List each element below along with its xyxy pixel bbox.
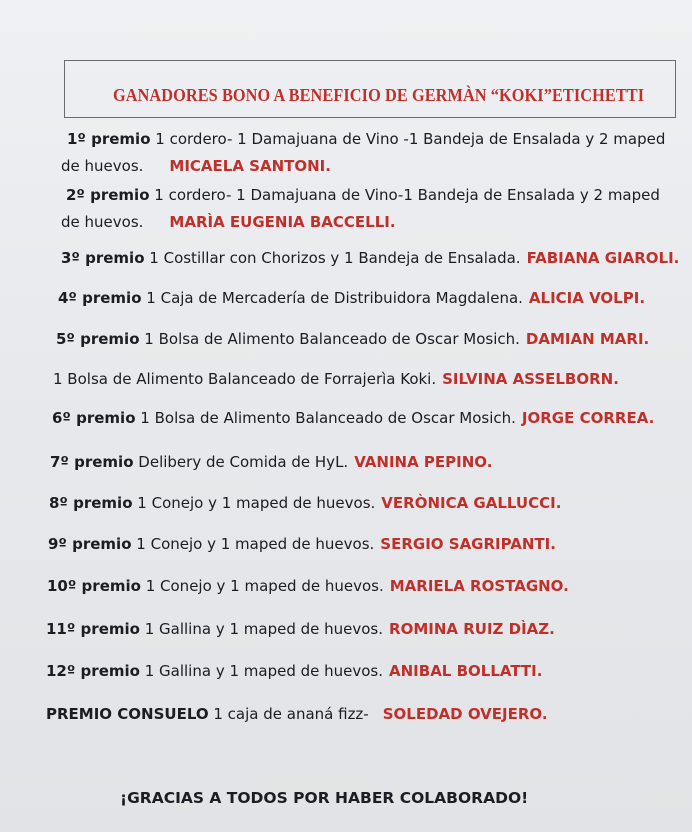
prize-winner: FABIANA GIAROLI. bbox=[526, 249, 680, 267]
prize-description: 1 Caja de Mercadería de Distribuidora Magdalena. bbox=[141, 289, 523, 307]
prize-description: 1 Conejo y 1 maped de huevos. bbox=[140, 577, 384, 595]
prize-description: 1 Conejo y 1 maped de huevos. bbox=[132, 494, 376, 512]
prize-entry-3 bbox=[61, 245, 679, 272]
prize-winner: MICAELA SANTONI. bbox=[169, 157, 331, 175]
prize-description: 1 Bolsa de Alimento Balanceado de Oscar Mosich. bbox=[135, 409, 516, 427]
prize-winner: SERGIO SAGRIPANTI. bbox=[380, 535, 556, 553]
prize-label: 5º premio bbox=[56, 330, 140, 348]
prize-winner: ANIBAL BOLLATTI. bbox=[389, 662, 543, 680]
prize-label: 7º premio bbox=[50, 453, 134, 471]
prize-winner: ALICIA VOLPI. bbox=[528, 289, 646, 307]
prize-description: 1 cordero- 1 Damajuana de Vino-1 Bandeja de Ensalada y 2 maped bbox=[149, 186, 660, 204]
prize-entry-1 bbox=[61, 126, 666, 180]
prize-label: 3º premio bbox=[61, 249, 145, 267]
prize-description: 1 Costillar con Chorizos y 1 Bandeja de Ensalada. bbox=[144, 249, 521, 267]
prize-description: 1 Gallina y 1 maped de huevos. bbox=[139, 662, 384, 680]
prize-winner: SOLEDAD OVEJERO. bbox=[382, 705, 548, 723]
prize-label: 10º premio bbox=[47, 577, 141, 595]
prize-description: 1 caja de ananá fizz- bbox=[208, 705, 369, 723]
prize-winner: MARIELA ROSTAGNO. bbox=[389, 577, 569, 595]
prize-description: 1 Conejo y 1 maped de huevos. bbox=[131, 535, 375, 553]
prize-description: 1 cordero- 1 Damajuana de Vino -1 Bandeja de Ensalada y 2 maped bbox=[150, 130, 666, 148]
prize-description: 1 Bolsa de Alimento Balanceado de Oscar Mosich. bbox=[139, 330, 520, 348]
prize-entry-5b bbox=[53, 366, 619, 393]
prize-label: 4º premio bbox=[58, 289, 142, 307]
prize-entry-consuelo bbox=[46, 701, 548, 728]
prize-label: 12º premio bbox=[46, 662, 140, 680]
prize-label: 11º premio bbox=[46, 620, 140, 638]
prize-entry-9 bbox=[48, 531, 556, 558]
prize-label: 9º premio bbox=[48, 535, 132, 553]
prize-description-cont: de huevos. bbox=[61, 213, 144, 231]
prize-label: 2º premio bbox=[66, 186, 150, 204]
prize-label: 8º premio bbox=[49, 494, 133, 512]
prize-description: 1 Gallina y 1 maped de huevos. bbox=[139, 620, 384, 638]
prize-entry-12 bbox=[46, 658, 542, 685]
prize-winner: MARÌA EUGENIA BACCELLI. bbox=[169, 213, 396, 231]
page-title: GANADORES BONO A BENEFICIO DE GERMÀN “KOKI”ETICHETTI bbox=[113, 84, 645, 105]
prize-entry-6 bbox=[52, 405, 654, 432]
prize-entry-4 bbox=[58, 285, 645, 312]
prize-entry-8 bbox=[49, 490, 561, 517]
prize-entry-5 bbox=[56, 326, 649, 353]
prize-entry-7 bbox=[50, 449, 492, 476]
prize-description: 1 Bolsa de Alimento Balanceado de Forrajerìa Koki. bbox=[53, 370, 437, 388]
prize-label: PREMIO CONSUELO bbox=[46, 705, 209, 723]
prize-winner: VANINA PEPINO. bbox=[354, 453, 493, 471]
prize-label: 6º premio bbox=[52, 409, 136, 427]
prize-description: Delibery de Comida de HyL. bbox=[133, 453, 349, 471]
prize-label: 1º premio bbox=[67, 130, 151, 148]
prize-winner: DAMIAN MARI. bbox=[525, 330, 650, 348]
prize-winner: JORGE CORREA. bbox=[521, 409, 655, 427]
title-box bbox=[64, 60, 676, 118]
thanks-message: ¡GRACIAS A TODOS POR HABER COLABORADO! bbox=[120, 789, 529, 807]
prize-winner: VERÒNICA GALLUCCI. bbox=[381, 494, 562, 512]
prize-winner: ROMINA RUIZ DÌAZ. bbox=[389, 620, 555, 638]
prize-entry-10 bbox=[47, 573, 569, 600]
prize-winner: SILVINA ASSELBORN. bbox=[442, 370, 619, 388]
prize-description-cont: de huevos. bbox=[61, 157, 144, 175]
prize-entry-11 bbox=[46, 616, 555, 643]
prize-entry-2 bbox=[61, 182, 660, 236]
